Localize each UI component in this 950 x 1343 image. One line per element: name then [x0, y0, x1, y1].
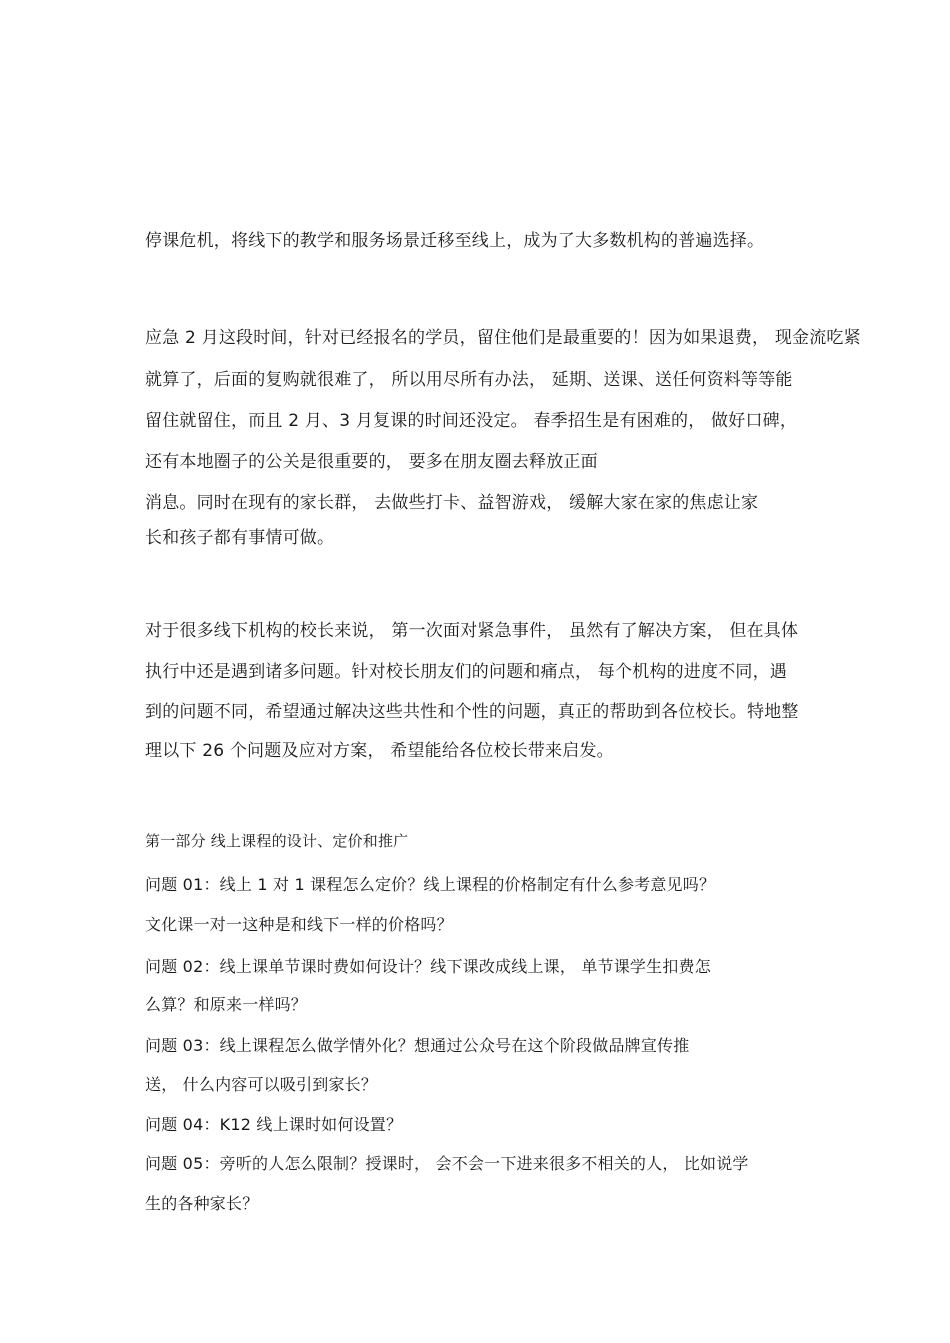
- paragraph-1-line-5: 消息。同时在现有的家长群， 去做些打卡、益智游戏， 缓解大家在家的焦虑让家: [145, 493, 759, 513]
- question-01-line-1: 问题 01：线上 1 对 1 课程怎么定价？线上课程的价格制定有什么参考意见吗？: [145, 875, 716, 894]
- question-04-line-1: 问题 04：K12 线上课时如何设置？: [145, 1115, 403, 1134]
- paragraph-2-line-2: 执行中还是遇到诸多问题。针对校长朋友们的问题和痛点， 每个机构的进度不同，遇: [145, 662, 788, 682]
- question-05-line-1: 问题 05：旁听的人怎么限制？授课时， 会不会一下进来很多不相关的人， 比如说学: [145, 1154, 749, 1173]
- question-03-line-1: 问题 03：线上课程怎么做学情外化？想通过公众号在这个阶段做品牌宣传推: [145, 1036, 690, 1055]
- question-01-line-2: 文化课一对一这种是和线下一样的价格吗？: [145, 915, 453, 934]
- question-02-line-2: 么算？和原来一样吗？: [145, 995, 308, 1014]
- paragraph-1-line-3: 留住就留住，而且 2 月、3 月复课的时间还没定。 春季招生是有困难的， 做好口碑，: [145, 411, 798, 431]
- paragraph-1-line-1: 应急 2 月这段时间，针对已经报名的学员，留住他们是最重要的！因为如果退费， 现金流吃紧: [145, 328, 861, 348]
- paragraph-2-line-3: 到的问题不同，希望通过解决这些共性和个性的问题，真正的帮助到各位校长。特地整: [145, 702, 799, 722]
- section-heading: 第一部分 线上课程的设计、定价和推广: [145, 832, 409, 850]
- paragraph-2-line-1: 对于很多线下机构的校长来说， 第一次面对紧急事件， 虽然有了解决方案， 但在具体: [145, 621, 799, 641]
- question-05-line-2: 生的各种家长？: [145, 1194, 259, 1213]
- intro-line: 停课危机，将线下的教学和服务场景迁移至线上，成为了大多数机构的普遍选择。: [145, 231, 765, 251]
- paragraph-1-line-6: 长和孩子都有事情可做。: [145, 528, 335, 548]
- question-03-line-2: 送， 什么内容可以吸引到家长？: [145, 1075, 378, 1094]
- paragraph-1-line-2: 就算了，后面的复购就很难了， 所以用尽所有办法， 延期、送课、送任何资料等等能: [145, 370, 793, 390]
- paragraph-1-line-4: 还有本地圈子的公关是很重要的， 要多在朋友圈去释放正面: [145, 452, 598, 472]
- question-02-line-1: 问题 02：线上课单节课时费如何设计？线下课改成线上课， 单节课学生扣费怎: [145, 957, 711, 976]
- paragraph-2-line-4: 理以下 26 个问题及应对方案， 希望能给各位校长带来启发。: [145, 741, 614, 761]
